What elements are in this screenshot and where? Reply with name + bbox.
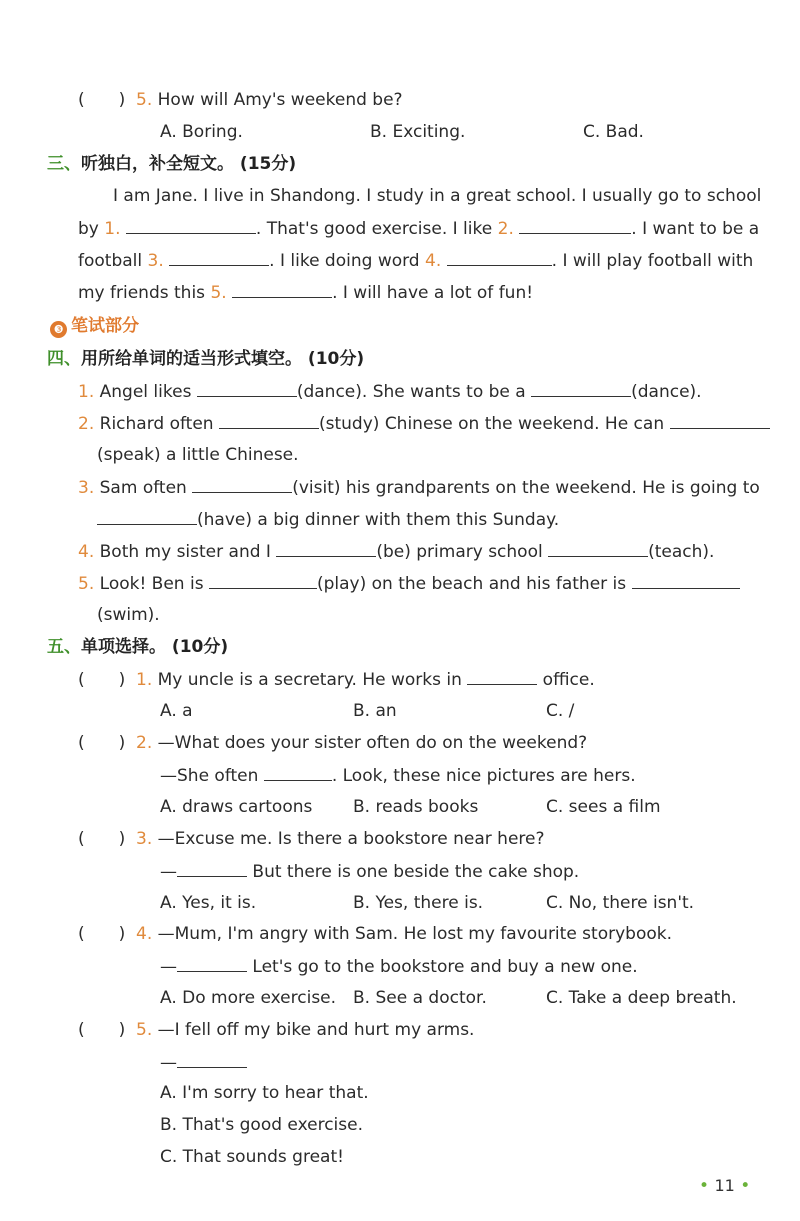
answer-paren[interactable]: ( ) [78,670,126,690]
choice-question: ( ) 3. —Excuse me. Is there a bookstore near here? [78,829,545,849]
answer-paren[interactable]: ( ) [78,1020,126,1040]
blank-field[interactable] [276,540,376,557]
blank-field[interactable] [447,249,552,266]
option-a: A. draws cartoons [160,797,313,817]
dialogue-line: —She often . Look, these nice pictures are hers. [160,766,636,786]
blank-field[interactable] [192,476,292,493]
question-number: 5. [136,90,153,110]
choice-question: ( ) 1. My uncle is a secretary. He works in office. [78,670,595,690]
passage-line: by 1. . That's good exercise. I like 2. . I want to be a [78,219,760,239]
written-part-title: 笔试部分 [71,316,139,336]
section-marker: 四、 [47,349,81,369]
section-score: (10分) [171,637,229,657]
choice-question: ( ) 4. —Mum, I'm angry with Sam. He lost my favourite storybook. [78,924,672,944]
blank-number: 4. [425,251,442,271]
option-c: C. That sounds great! [160,1147,344,1167]
answer-paren[interactable]: ( ) [78,733,126,753]
page-number-value: 11 [714,1176,735,1195]
fill-question-cont: (have) a big dinner with them this Sunday. [97,508,559,531]
choice-question: ( ) 2. —What does your sister often do on the weekend? [78,733,588,753]
dot-icon: • [699,1176,710,1196]
blank-field[interactable] [169,249,269,266]
answer-paren[interactable]: ( ) [78,90,126,110]
option-c: C. Bad. [583,122,644,142]
option-c: C. / [546,701,575,721]
section-score: (15分) [239,154,297,174]
question-row [78,89,403,111]
blank-number: 3. [147,251,164,271]
blank-field[interactable] [632,572,740,589]
page-number [699,1175,750,1197]
passage-line: football 3. . I like doing word 4. . I will play football with [78,251,754,271]
section-title: 单项选择。 [81,637,166,657]
blank-field[interactable] [177,860,247,877]
section-title: 用所给单词的适当形式填空。 [81,349,302,369]
passage-line: I am Jane. I live in Shandong. I study in a great school. I usually go to school [113,186,762,206]
section-score: (10分) [307,349,365,369]
option-c: C. Take a deep breath. [546,988,737,1008]
blank-number: 5. [210,283,227,303]
fill-question: 2. Richard often (study) Chinese on the weekend. He can [78,412,770,435]
dialogue-line: — [160,1051,247,1074]
blank-field[interactable] [219,412,319,429]
section-marker: 三、 [47,154,81,174]
dialogue-line: — But there is one beside the cake shop. [160,862,580,882]
section-title: 听独白，补全短文。 [81,154,234,174]
blank-field[interactable] [126,217,256,234]
option-b: B. Yes, there is. [353,893,484,913]
blank-field[interactable] [264,764,332,781]
option-c: C. No, there isn't. [546,893,695,913]
blank-field[interactable] [232,281,332,298]
section-marker: 五、 [47,637,81,657]
option-a: A. Boring. [160,122,243,142]
option-b: B. See a doctor. [353,988,487,1008]
answer-paren[interactable]: ( ) [78,924,126,944]
fill-question: 4. Both my sister and I (be) primary school (teach). [78,542,715,562]
fill-question: 1. Angel likes (dance). She wants to be a (dance). [78,382,702,402]
blank-field[interactable] [548,540,648,557]
fill-question-cont: (swim). [97,605,160,625]
blank-field[interactable] [177,1051,247,1068]
blank-field[interactable] [519,217,631,234]
blank-field[interactable] [97,508,197,525]
blank-field[interactable] [197,380,297,397]
fill-question: 3. Sam often (visit) his grandparents on the weekend. He is going to [78,478,760,498]
option-b: B. That's good exercise. [160,1115,363,1135]
blank-field[interactable] [209,572,317,589]
fill-question-cont: (speak) a little Chinese. [97,445,299,465]
blank-number: 2. [497,219,514,239]
option-a: A. I'm sorry to hear that. [160,1083,369,1103]
blank-number: 1. [104,219,121,239]
option-a: A. a [160,701,193,721]
option-b: B. an [353,701,397,721]
written-part-header [50,315,139,338]
passage-line: my friends this 5. . I will have a lot of fun! [78,283,534,303]
option-c: C. sees a film [546,797,661,817]
option-b: B. Exciting. [370,122,466,142]
blank-field[interactable] [531,380,631,397]
question-text: How will Amy's weekend be? [157,90,403,110]
blank-field[interactable] [177,955,247,972]
section-heading [47,348,364,370]
answer-paren[interactable]: ( ) [78,829,126,849]
section-heading [47,153,296,175]
blank-field[interactable] [467,668,537,685]
dot-icon: • [740,1176,751,1196]
pencil-badge-icon: ❸ [50,321,67,338]
blank-field[interactable] [670,412,770,429]
option-a: A. Do more exercise. [160,988,337,1008]
option-a: A. Yes, it is. [160,893,257,913]
section-heading [47,636,228,658]
dialogue-line: — Let's go to the bookstore and buy a new one. [160,957,638,977]
choice-question: ( ) 5. —I fell off my bike and hurt my arms. [78,1020,475,1040]
option-b: B. reads books [353,797,479,817]
fill-question: 5. Look! Ben is (play) on the beach and his father is [78,572,740,595]
